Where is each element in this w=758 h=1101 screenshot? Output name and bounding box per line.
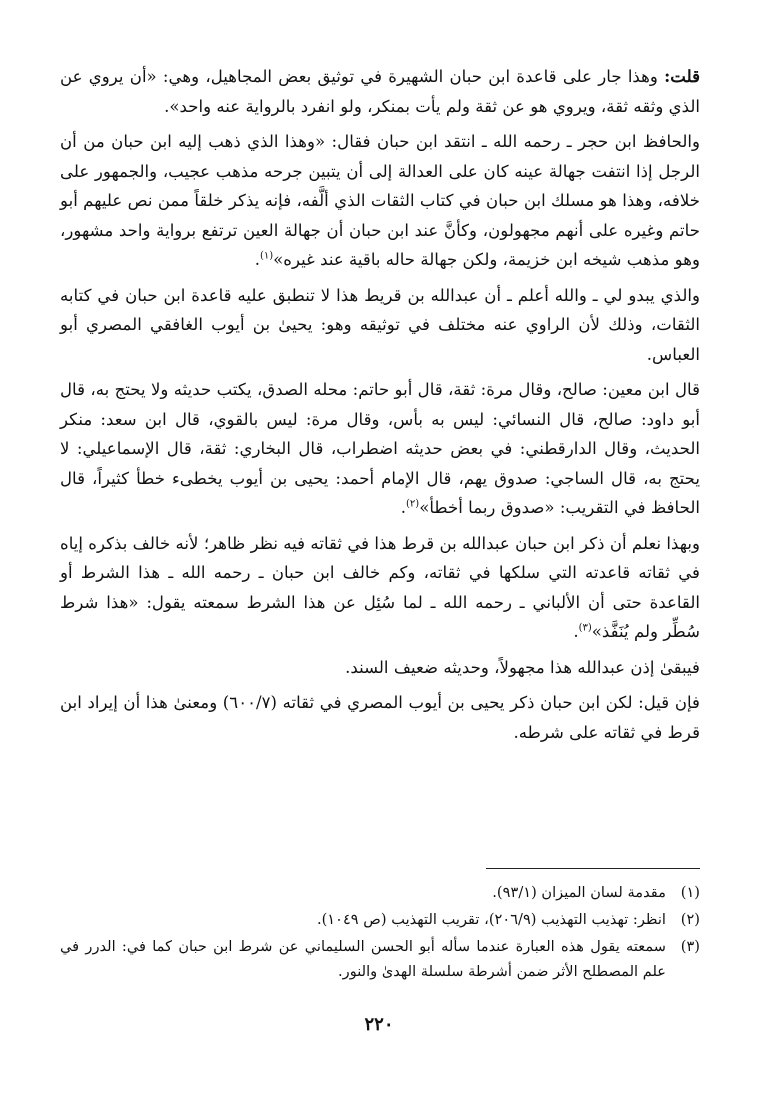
main-text [60,62,700,753]
footnote-2 [60,907,700,932]
paragraph-7 [60,688,700,747]
footnote-ref[interactable]: (٢) [406,498,420,510]
paragraph-lead: قلت: [664,66,701,86]
footnote-text: مقدمة لسان الميزان (٩٣/١). [492,884,666,901]
paragraph-6 [60,653,700,683]
paragraph-text: والذي يبدو لي ـ والله أعلم ـ أن عبدالله بن قريط هذا لا تنطبق عليه قاعدة ابن حبان في كتابه الثقات، وذلك لأن الراوي عنه مختلف في توثيقه وهو: يحيىٰ بن أيوب الغافقي المصري أبو العباس. [60,285,700,364]
paragraph-1 [60,62,700,121]
paragraph-text: وهذا جار على قاعدة ابن حبان الشهيرة في توثيق بعض المجاهيل، وهي: «أن يروي عن الذي وثقه ثقة، ويروي هو عن ثقة ولم يأت بمنكر، ولو انفرد بالرواية عنه واحد». [60,67,700,116]
footnote-ref[interactable]: (٣) [578,622,592,634]
paragraph-text: فإن قيل: لكن ابن حبان ذكر يحيى بن أيوب المصري في ثقاته (٦٠٠/٧) ومعنىٰ هذا أن إيراد ابن قرط في ثقاته على شرطه. [60,693,700,742]
paragraph-text: وبهذا نعلم أن ذكر ابن حبان عبدالله بن قرط هذا في ثقاته فيه نظر ظاهر؛ لأنه خالف بذكره إياه في ثقاته قاعدته التي سلكها في ثقاته، وكم خالف ابن حبان ـ رحمه الله ـ هذا الشرط أو القاعدة حتى أن الألباني ـ رحمه الله ـ لما سُئِل عن هذا الشرط سمعته يقول: «هذا شرط سُطِّر ولم يُنَفَّذ» [60,533,700,641]
footnote-text: انظر: تهذيب التهذيب (٢٠٦/٩)، تقريب التهذيب (ص ١٠٤٩). [316,911,666,928]
paragraph-4: قال ابن معين: صالح، وقال مرة: ثقة، قال أبو حاتم: محله الصدق، يكتب حديثه ولا يحتج به، قال أبو داود: صالح، قال النسائي: ليس به بأس، وقال مرة: ليس بالقوي، قال ابن سعد: منكر الحديث، وقال الدارقطني: في بعض حديثه اضطراب، قال البخاري: ثقة، قال الإسماعيلي: لا يحتج به، قال الساجي: صدوق يهم، قال الإمام أحمد: يحيى بن أيوب يخطىء خطأ كثيراً، قال الحافظ في التقريب: «صدوق ربما أخطأ»$^{(٢)}$. [60,380,700,517]
footnote-ref[interactable]: (١) [259,250,274,262]
paragraph-5: وبهذا نعلم أن ذكر ابن حبان عبدالله بن قرط هذا في ثقاته فيه نظر ظاهر؛ لأنه خالف بذكره إياه في ثقاته قاعدته التي سلكها في ثقاته، وكم خالف ابن حبان ـ رحمه الله ـ هذا الشرط أو القاعدة حتى أن الألباني ـ رحمه الله ـ لما سُئِل عن هذا الشرط سمعته يقول: «هذا شرط سُطِّر ولم يُنَفَّذ»$^{(٣)}$. [60,533,700,641]
footnotes [60,880,700,986]
paragraph-text: قال ابن معين: صالح، وقال مرة: ثقة، قال أبو حاتم: محله الصدق، يكتب حديثه ولا يحتج به، قال أبو داود: صالح، قال النسائي: ليس به بأس، وقال مرة: ليس بالقوي، قال ابن سعد: منكر الحديث، وقال الدارقطني: في بعض حديثه اضطراب، قال البخاري: ثقة، قال الإسماعيلي: لا يحتج به، قال الساجي: صدوق يهم، قال الإمام أحمد: يحيى بن أيوب يخطىء خطأ كثيراً، قال الحافظ في التقريب: «صدوق ربما أخطأ» [60,380,700,517]
footnote-number: (٣) [680,938,700,955]
footnote-separator [486,868,700,869]
page-number: ٢٢٠ [364,1014,394,1035]
footnote-number: (٢) [680,911,700,928]
paragraph-2: والحافظ ابن حجر ـ رحمه الله ـ انتقد ابن حبان فقال: «وهذا الذي ذهب إليه ابن حبان من أن الرجل إذا انتفت جهالة عينه كان على العدالة إلى أن يتبين جرحه مذهب عجيب، والجمهور على خلافه، وهذا هو مسلك ابن حبان في كتاب الثقات الذي ألَّفه، فإنه يذكر خلقاً ممن نص عليهم أبو حاتم وغيره على أنهم مجهولون، وكأنَّ عند ابن حبان أن جهالة العين ترتفع برواية واحد مشهور، وهو مذهب شيخه ابن خزيمة، ولكن جهالة حاله باقية عند غيره»$^{(١)}$. [60,132,700,269]
footnote-number: (١) [680,884,700,901]
paragraph-text: فيبقىٰ إذن عبدالله هذا مجهولاً، وحديثه ضعيف السند. [345,657,700,677]
paragraph-text: والحافظ ابن حجر ـ رحمه الله ـ انتقد ابن حبان فقال: «وهذا الذي ذهب إليه ابن حبان من أن الرجل إذا انتفت جهالة عينه كان على العدالة إلى أن يتبين جرحه مذهب عجيب، والجمهور على خلافه، وهذا هو مسلك ابن حبان في كتاب الثقات الذي ألَّفه، فإنه يذكر خلقاً ممن نص عليهم أبو حاتم وغيره على أنهم مجهولون، وكأنَّ عند ابن حبان أن جهالة العين ترتفع برواية واحد مشهور، وهو مذهب شيخه ابن خزيمة، ولكن جهالة حاله باقية عند غيره» [60,132,700,269]
footnote-3 [60,934,700,984]
footnote-1 [60,880,700,905]
paragraph-3 [60,281,700,370]
footnote-text: سمعته يقول هذه العبارة عندما سأله أبو الحسن السليماني عن شرط ابن حبان كما في: الدرر في علم المصطلح الأثر ضمن أشرطة سلسلة الهدىٰ والنور. [60,938,666,980]
